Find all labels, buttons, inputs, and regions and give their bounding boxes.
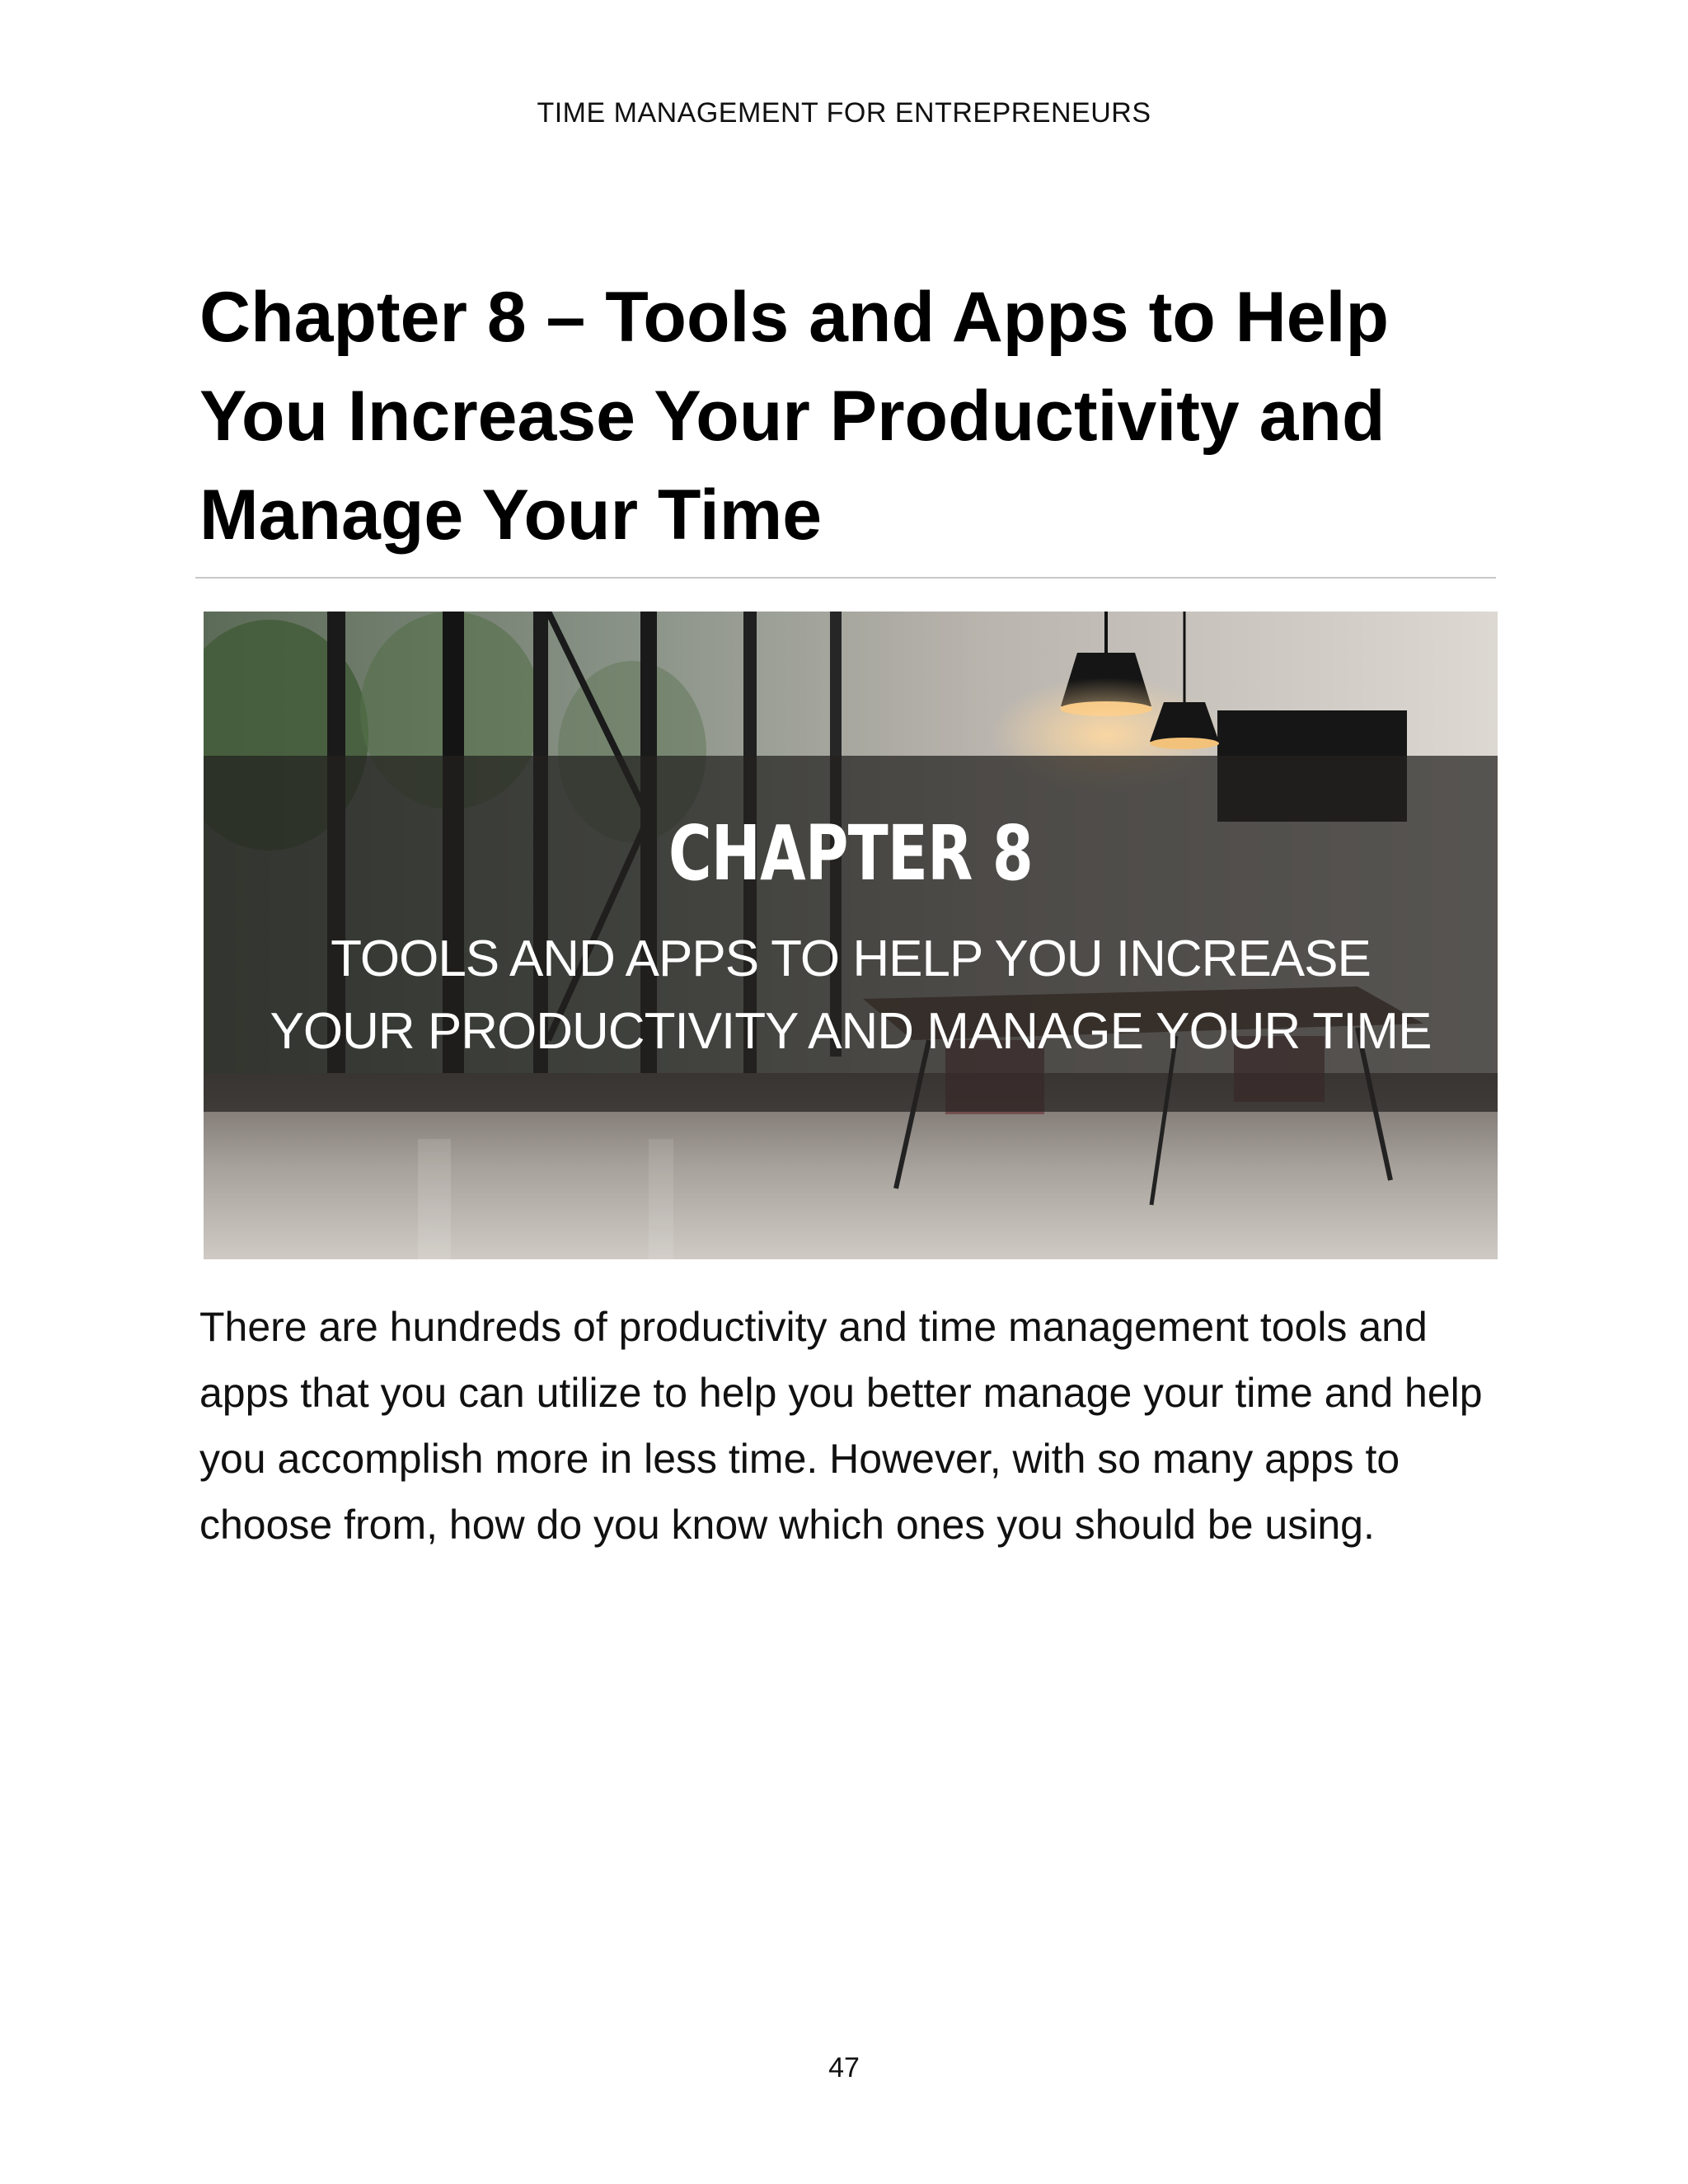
page-number: 47 <box>828 2052 860 2083</box>
banner-subtitle-line-1: TOOLS AND APPS TO HELP YOU INCREASE <box>331 930 1371 987</box>
banner-heading: CHAPTER 8 <box>668 809 1033 898</box>
chapter-banner-image <box>204 612 1498 1259</box>
banner-subtitle-line-2: YOUR PRODUCTIVITY AND MANAGE YOUR TIME <box>270 1003 1432 1060</box>
running-header: TIME MANAGEMENT FOR ENTREPRENEURS <box>537 97 1151 129</box>
body-paragraph: There are hundreds of productivity and time management tools and apps that you can utilize to help you better manage your time and help you accomplish more in less time. However, with so many apps to choose from, how do you know which ones you should be using. <box>199 1304 1483 1548</box>
chapter-title: Chapter 8 – Tools and Apps to Help You Increase Your Productivity and Manage Your Time <box>199 278 1390 555</box>
title-divider <box>195 577 1496 579</box>
